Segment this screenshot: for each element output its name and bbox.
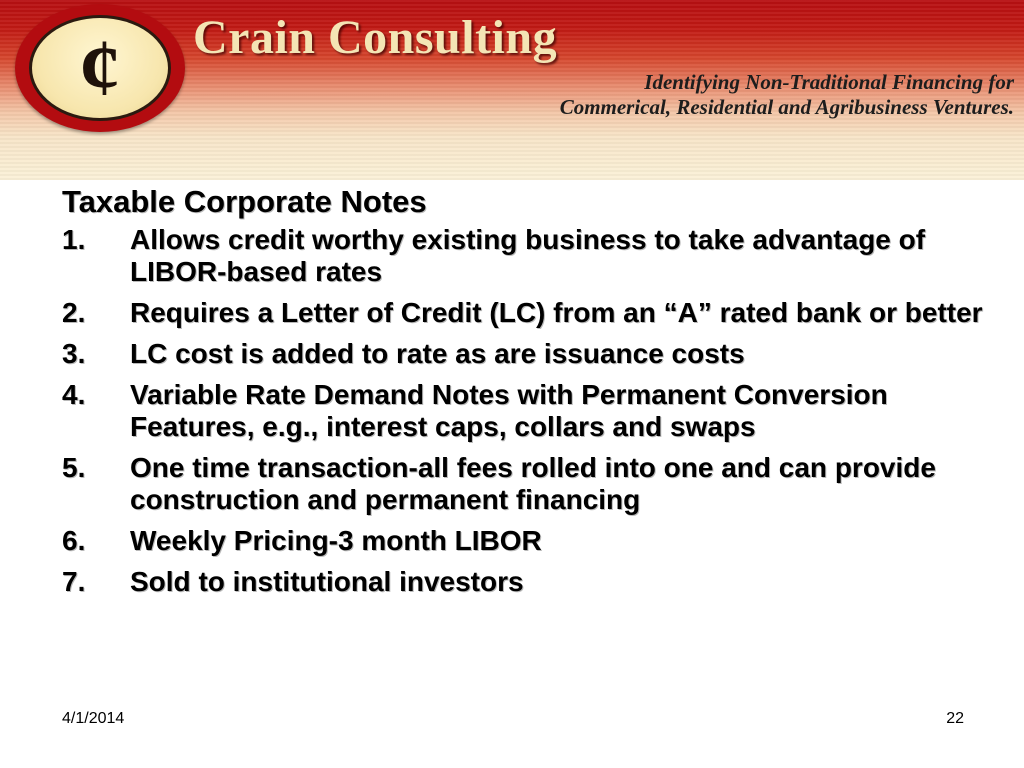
list-item xyxy=(62,452,992,516)
tagline-line-2: Commerical, Residential and Agribusiness Ventures. xyxy=(559,95,1014,119)
list-item-text: Variable Rate Demand Notes with Permanent Conversion Features, e.g., interest caps, collars and swaps xyxy=(130,379,888,442)
list-item xyxy=(62,379,992,443)
logo xyxy=(15,4,185,132)
list-item-text: One time transaction-all fees rolled into one and can provide construction and permanent financing xyxy=(130,452,936,515)
list-item-text: Weekly Pricing-3 month LIBOR xyxy=(130,525,542,556)
brand-name: Crain Consulting xyxy=(193,11,558,64)
list-item-text: LC cost is added to rate as are issuance costs xyxy=(130,338,745,369)
list-item-text: Sold to institutional investors xyxy=(130,566,524,597)
list-item-text: Allows credit worthy existing business to take advantage of LIBOR-based rates xyxy=(130,224,926,287)
list-item xyxy=(62,338,992,370)
tagline-line-1: Identifying Non-Traditional Financing for xyxy=(644,70,1014,94)
list-item xyxy=(62,297,992,329)
footer-date: 4/1/2014 xyxy=(62,710,125,727)
list-item-text: Requires a Letter of Credit (LC) from an “A” rated bank or better xyxy=(130,297,983,328)
list-item-number: 4. xyxy=(62,379,86,410)
list-item-number: 7. xyxy=(62,566,86,597)
slide-content xyxy=(62,180,992,607)
page-number: 22 xyxy=(946,710,964,727)
list-item-number: 1. xyxy=(62,224,86,255)
list-item-number: 5. xyxy=(62,452,86,483)
list-item-number: 2. xyxy=(62,297,86,328)
tagline xyxy=(560,70,1014,120)
list-item-number: 6. xyxy=(62,525,86,556)
list-item xyxy=(62,224,992,288)
cent-sign-logo-icon: ¢ xyxy=(79,22,121,113)
list-item-number: 3. xyxy=(62,338,86,369)
numbered-list xyxy=(62,224,992,598)
logo-medallion xyxy=(29,15,171,121)
list-item xyxy=(62,566,992,598)
header-banner xyxy=(0,0,1024,180)
list-item xyxy=(62,525,992,557)
slide-heading: Taxable Corporate Notes xyxy=(62,184,427,219)
